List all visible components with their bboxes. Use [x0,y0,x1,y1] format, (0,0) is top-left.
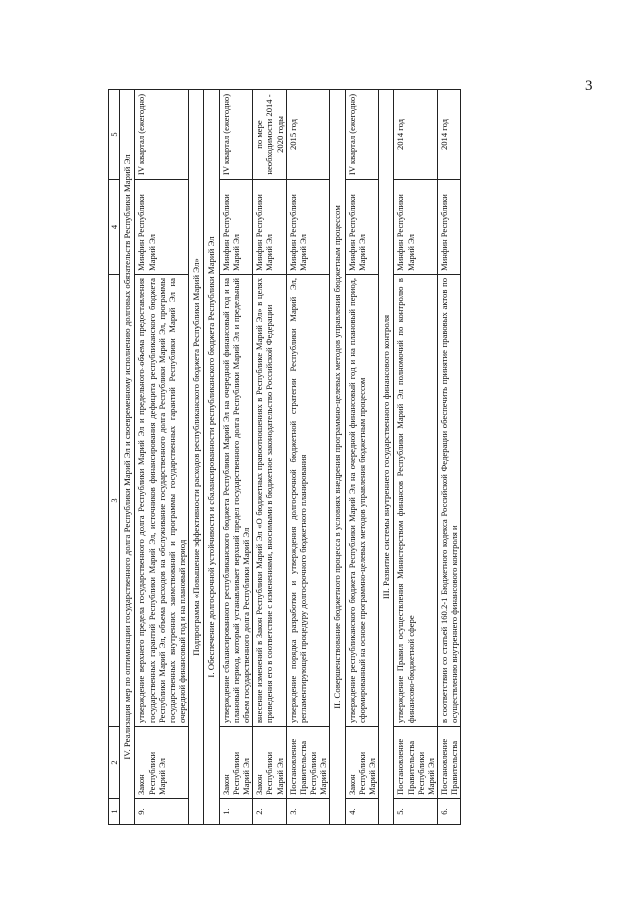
table-row [135,90,189,825]
column-number: 1 [109,799,120,825]
row-number: 4. [345,799,378,825]
executor: Минфин Республики Марий Эл [286,180,330,275]
term: 2014 год [394,90,438,180]
row-number: 1. [219,799,252,825]
executor: Минфин Республики Марий Эл [345,180,378,275]
column-number: 2 [109,727,120,799]
executor: Минфин Республики Марий Эл [219,180,252,275]
column-number: 4 [109,180,120,275]
section-heading: IV. Реализация мер по оптимизации государственного долга Республики Марий Эл и своевременному исполнению долговых обязательств Республики Марий Эл [120,90,135,825]
term: IV квартал (ежегодно) [345,90,378,180]
measure-content: внесение изменений в Закон Республики Марий Эл «О бюджетных правоотношениях в Республике Марий Эл» в целях приведения его в соответствие с изменениями, вносимыми в бюджетное законодательство Российской Федерации [253,275,286,727]
row-number: 2. [253,799,286,825]
executor: Минфин Республики [437,180,460,275]
section-row [204,90,219,825]
section-heading: II. Совершенствование бюджетного процесса в условиях внедрения программно-целевых методов управления бюджетным процессом [330,90,345,825]
act-type: Закон Республики Марий Эл [135,727,189,799]
section-row [120,90,135,825]
measure-content: утверждение порядка разработки и утверждения долгосрочной бюджетной стратегии Республики Марий Эл, регламентирующей процедуру долгосрочного бюджетного планирования [286,275,330,727]
measure-content: утверждение Правил осуществления Министерством финансов Республики Марий Эл полномочий по контролю в финансово-бюджетной сфере [394,275,438,727]
rotated-table-wrapper [108,90,498,825]
measure-content: утверждение верхнего предела государственного долга Республики Марий Эл и предельного объема предоставления государственных гарантий Республики Марий Эл, источников финансирования дефицита республиканского бюджета Республики Марий Эл, объема расходов на обслуживание государственного долга Республики Марий Эл, программы государственных внутренних заимствований и программы государственных гарантий Республики Марий Эл на очередной финансовый год и на плановый период [135,275,189,727]
table-row [286,90,330,825]
table-row [345,90,378,825]
subprogram-heading: Подпрограмма «Повышение эффективности расходов республиканского бюджета Республики Марий Эл» [189,90,204,825]
column-number-row [109,90,120,825]
table-row [394,90,438,825]
act-type: Закон Республики Марий Эл [253,727,286,799]
act-type: Постановление Правительства Республики Марий Эл [394,727,438,799]
section-heading: I. Обеспечение долгосрочной устойчивости и сбалансированности республиканского бюджета Республики Марий Эл [204,90,219,825]
column-number: 3 [109,275,120,727]
executor: Минфин Республики Марий Эл [253,180,286,275]
act-type: Закон Республики Марий Эл [219,727,252,799]
act-type: Закон Республики Марий Эл [345,727,378,799]
section-row [330,90,345,825]
row-number: 5. [394,799,438,825]
executor: Минфин Республики Марий Эл [394,180,438,275]
row-number: 9. [135,799,189,825]
table-row [253,90,286,825]
section-row [189,90,204,825]
section-heading: III. Развитие системы внутреннего государственного финансового контроля [379,90,394,825]
term: IV квартал (ежегодно) [135,90,189,180]
measures-table [108,89,461,825]
section-row [379,90,394,825]
term: 2014 год [437,90,460,180]
act-type: Постановление Правительства [437,727,460,799]
act-type: Постановление Правительства Республики Марий Эл [286,727,330,799]
measure-content: в соответствии со статьей 160.2-1 Бюджетного кодекса Российской Федерации обеспечить принятие правовых актов по осуществлению внутреннего финансового контроля и [437,275,460,727]
table-row [437,90,460,825]
term: по мере необходимости 2014 - 2020 годы [253,90,286,180]
row-number: 6. [437,799,460,825]
measure-content: утверждение республиканского бюджета Республики Марий Эл на очередной финансовый год и на плановый период, сформированный на основе программно-целевых методов управления бюджетным процессом [345,275,378,727]
page-number: 3 [585,78,593,94]
table-row [219,90,252,825]
row-number: 3. [286,799,330,825]
executor: Минфин Республики Марий Эл [135,180,189,275]
term: 2015 год [286,90,330,180]
column-number: 5 [109,90,120,180]
measure-content: утверждение сбалансированного республиканского бюджета Республики Марий Эл на очередной финансовый год и на плановый период, который устанавливает верхний предел государственного долга Республики Марий Эл и предельный объем государственного долга Республики Марий Эл [219,275,252,727]
term: IV квартал (ежегодно) [219,90,252,180]
